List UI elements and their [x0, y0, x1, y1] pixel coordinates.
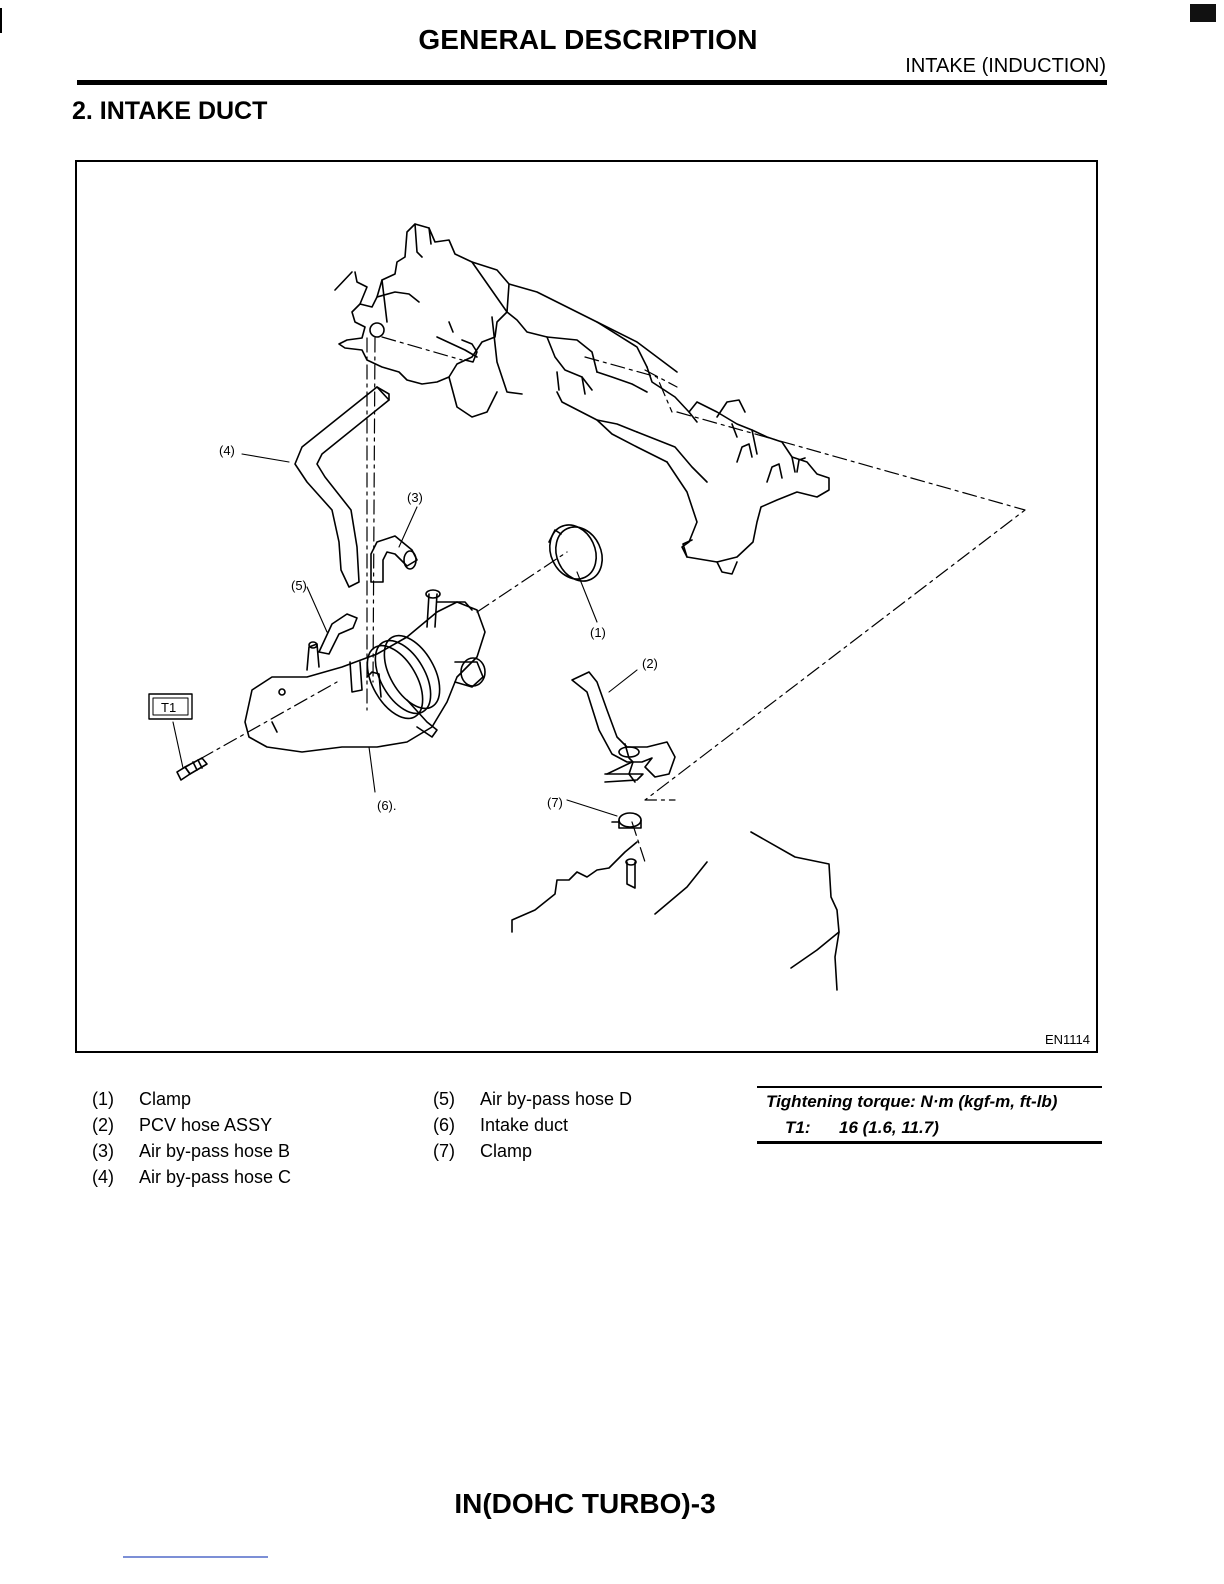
legend-label: Air by-pass hose B: [139, 1141, 291, 1161]
callout-7: (7): [547, 795, 563, 810]
legend-number: (4): [92, 1167, 114, 1187]
legend-number: (7): [433, 1141, 455, 1161]
clamp-1-drawing: [541, 517, 611, 588]
callout-1: (1): [590, 625, 606, 640]
callout-4: (4): [219, 443, 235, 458]
figure-code: EN1114: [1044, 1032, 1090, 1047]
legend-label: Clamp: [139, 1089, 192, 1109]
legend-label: Clamp: [480, 1141, 533, 1161]
intake-manifold-drawing: [335, 224, 829, 574]
legend-number: (5): [433, 1089, 455, 1109]
page-number: IN(DOHC TURBO)-3: [454, 1488, 716, 1519]
link-underline: [123, 1556, 268, 1558]
legend-number: (1): [92, 1089, 114, 1109]
legend-label: Air by-pass hose D: [480, 1089, 633, 1109]
torque-spec-key: T1:: [785, 1118, 811, 1137]
torque-spec-value: 16 (1.6, 11.7): [839, 1118, 939, 1137]
torque-spec-title: Tightening torque: N·m (kgf-m, ft-lb): [766, 1092, 1058, 1111]
callout-3: (3): [407, 490, 423, 505]
torque-spec-row: [785, 1118, 939, 1138]
corner-scan-mark: [1190, 4, 1216, 22]
torque-spec-box: [757, 1086, 1102, 1144]
legend-label: Air by-pass hose C: [139, 1167, 292, 1187]
legend-number: (6): [433, 1115, 455, 1135]
callout-6: (6).: [377, 798, 397, 813]
legend-number: (2): [92, 1115, 114, 1135]
legend-label: PCV hose ASSY: [139, 1115, 273, 1135]
air-bypass-hose-d-drawing: [319, 614, 357, 654]
intake-duct-drawing: [245, 590, 485, 752]
air-bypass-hose-c-drawing: [295, 387, 389, 587]
header-rule: [77, 80, 1107, 85]
leader-lines: [173, 454, 637, 816]
section-heading: 2. INTAKE DUCT: [72, 97, 268, 125]
air-bypass-hose-b-drawing: [371, 536, 417, 582]
engine-outline-drawing: [512, 832, 839, 990]
torque-tag-label: T1: [161, 700, 177, 715]
reference-lines: [177, 337, 1025, 862]
figure-frame: [75, 160, 1098, 1053]
section-header: INTAKE (INDUCTION): [905, 55, 1106, 77]
page-title: GENERAL DESCRIPTION: [418, 24, 758, 55]
legend-label: Intake duct: [480, 1115, 569, 1135]
callout-2: (2): [642, 656, 658, 671]
legend-number: (3): [92, 1141, 114, 1161]
pcv-hose-assy-drawing: [572, 672, 675, 782]
intake-duct-diagram: [77, 162, 1096, 1051]
callout-5: (5): [291, 578, 307, 593]
